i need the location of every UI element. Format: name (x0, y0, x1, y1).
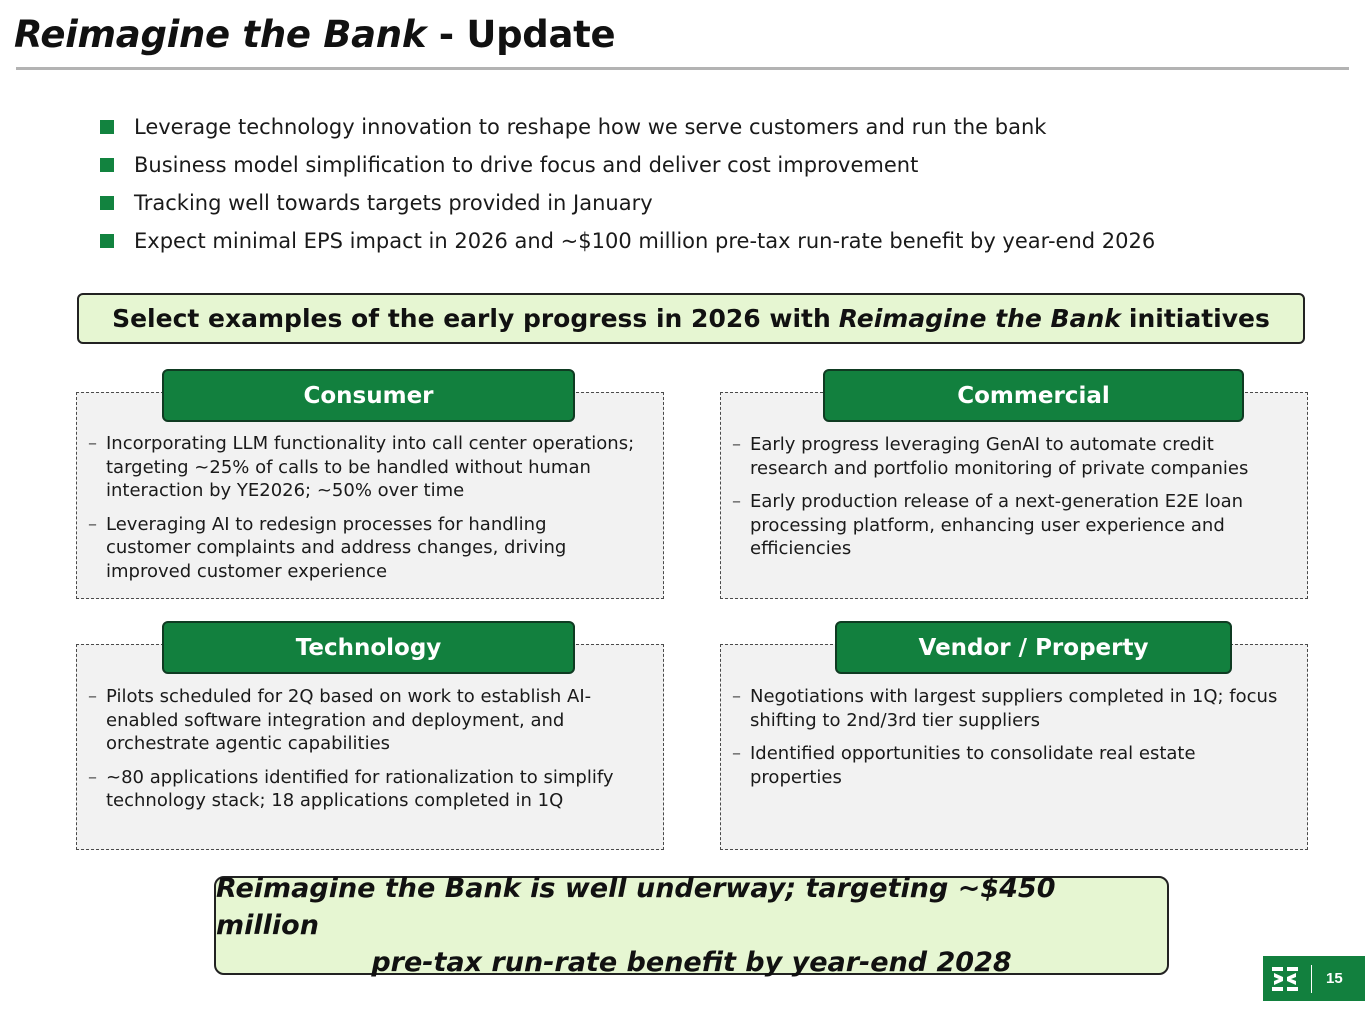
consumer-header: Consumer (162, 369, 575, 422)
dash-marker: – (732, 686, 741, 707)
item-text: ~80 applications identified for rationalization to simplify technology stack; 18 applications completed in 1Q (106, 766, 614, 811)
progress-banner (77, 293, 1305, 344)
bullet-square-icon (100, 120, 114, 134)
item-text: Pilots scheduled for 2Q based on work to establish AI-enabled software integration and deployment, and orchestrate agentic capabilities (106, 686, 592, 754)
list-item (76, 685, 644, 756)
item-text: Early production release of a next-generation E2E loan processing platform, enhancing user experience and efficiencies (750, 491, 1244, 559)
item-text: Negotiations with largest suppliers completed in 1Q; focus shifting to 2nd/3rd tier suppliers (750, 686, 1278, 731)
callout-line-2: pre-tax run-rate benefit by year-end 2028 (371, 947, 1012, 978)
dash-marker: – (88, 686, 97, 707)
item-text: Incorporating LLM functionality into call center operations; targeting ~25% of calls to be handled without human interaction by YE2026; ~50% over time (106, 433, 635, 501)
commercial-items (720, 433, 1280, 571)
consumer-items (76, 432, 636, 593)
bullet-square-icon (100, 196, 114, 210)
technology-header: Technology (162, 621, 575, 674)
footer-logo-badge (1263, 956, 1365, 1001)
dash-marker: – (732, 434, 741, 455)
list-item (76, 432, 636, 503)
dash-marker: – (732, 743, 741, 764)
vendor-property-header: Vendor / Property (835, 621, 1232, 674)
list-item (76, 766, 644, 813)
item-text: Identified opportunities to consolidate real estate properties (750, 743, 1196, 788)
bullet-square-icon (100, 234, 114, 248)
bullet-text: Expect minimal EPS impact in 2026 and ~$100 million pre-tax run-rate benefit by year-end 2026 (134, 229, 1156, 253)
list-item (720, 490, 1280, 561)
banner-suffix: initiatives (1128, 304, 1270, 333)
summary-bullets (100, 108, 1155, 260)
list-item (76, 513, 636, 584)
title-divider (16, 67, 1349, 70)
bullet-text: Leverage technology innovation to reshape how we serve customers and run the bank (134, 115, 1047, 139)
banner-prefix: Select examples of the early progress in 2026 with (112, 304, 831, 333)
bullet-item (100, 184, 1155, 222)
bullet-text: Business model simplification to drive focus and deliver cost improvement (134, 153, 919, 177)
bullet-item (100, 108, 1155, 146)
dash-marker: – (88, 433, 97, 454)
title-rest: - Update (426, 13, 616, 56)
dash-marker: – (732, 491, 741, 512)
summary-callout (214, 873, 1169, 978)
page-title (14, 12, 615, 58)
regions-logo-icon (1271, 965, 1299, 993)
title-italic: Reimagine the Bank (14, 13, 427, 56)
list-item (720, 685, 1280, 732)
bullet-square-icon (100, 158, 114, 172)
list-item (720, 742, 1280, 789)
dash-marker: – (88, 766, 97, 788)
banner-italic: Reimagine the Bank (838, 304, 1121, 333)
callout-line-1: Reimagine the Bank is well underway; targeting ~$450 million (216, 873, 1056, 941)
dash-marker: – (88, 513, 97, 535)
item-text: Early progress leveraging GenAI to automate credit research and portfolio monitoring of private companies (750, 434, 1249, 479)
item-text: Leveraging AI to redesign processes for handling customer complaints and address changes, driving improved customer experience (106, 513, 567, 582)
vendor-property-items (720, 685, 1280, 799)
commercial-header: Commercial (823, 369, 1244, 422)
technology-items (76, 685, 644, 823)
logo-separator (1311, 965, 1312, 993)
list-item (720, 433, 1280, 480)
bullet-item (100, 146, 1155, 184)
bullet-text: Tracking well towards targets provided in January (134, 191, 653, 215)
bullet-item (100, 222, 1155, 260)
page-number: 15 (1326, 970, 1343, 987)
